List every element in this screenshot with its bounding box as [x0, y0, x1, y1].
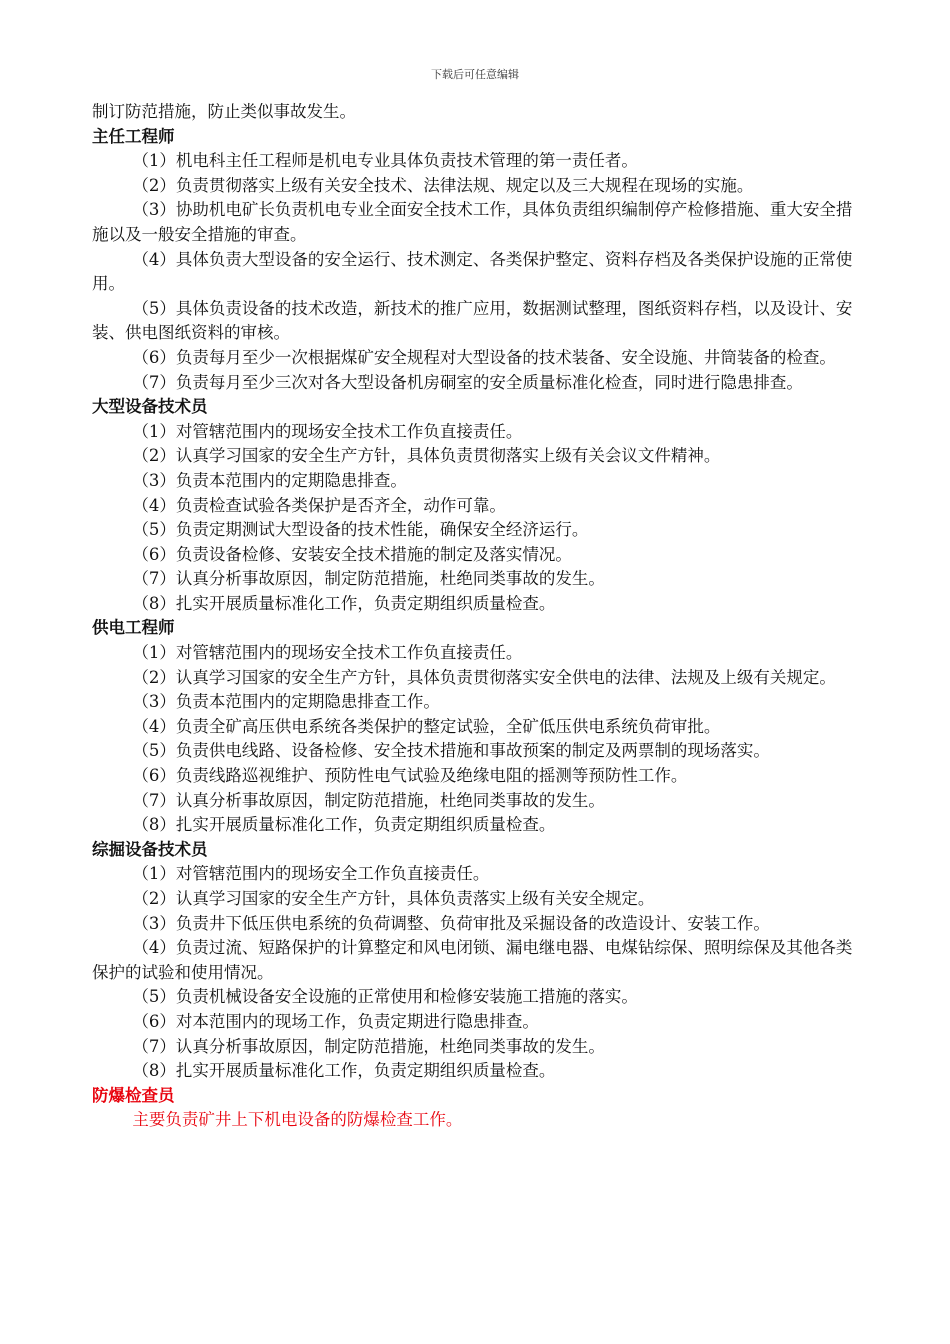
list-item: （3）负责井下低压供电系统的负荷调整、负荷审批及采掘设备的改造设计、安装工作。 — [132, 913, 770, 933]
list-item-highlight: 主要负责矿井上下机电设备的防爆检查工作。 — [132, 1110, 463, 1130]
section-heading: 大型设备技术员 — [92, 397, 208, 417]
list-item: （1）对管辖范围内的现场安全技术工作负直接责任。 — [132, 643, 523, 663]
document-body — [92, 100, 862, 1133]
list-item: （3）负责本范围内的定期隐患排查工作。 — [132, 692, 440, 712]
list-item: （5）具体负责设备的技术改造，新技术的推广应用，数据测试整理，图纸资料存档，以及设计、安装、供电图纸资料的审核。 — [92, 298, 853, 343]
list-item: （3）协助机电矿长负责机电专业全面安全技术工作，具体负责组织编制停产检修措施、重大安全措施以及一般安全措施的审查。 — [92, 200, 853, 244]
list-item: （2）认真学习国家的安全生产方针，具体负责落实上级有关安全规定。 — [132, 889, 655, 908]
section-heading-highlight: 防爆检查员 — [92, 1085, 175, 1105]
list-item: （4）负责过流、短路保护的计算整定和风电闭锁、漏电继电器、电煤钻综保、照明综保及其他各类保护的试验和使用情况。 — [92, 938, 853, 982]
list-item: （7）认真分析事故原因，制定防范措施，杜绝同类事故的发生。 — [132, 569, 605, 589]
intro-paragraph: 制订防范措施，防止类似事故发生。 — [92, 102, 356, 121]
list-item: （7）认真分析事故原因，制定防范措施，杜绝同类事故的发生。 — [132, 1036, 605, 1056]
list-item: （1）对管辖范围内的现场安全技术工作负直接责任。 — [132, 421, 523, 441]
section-heading: 供电工程师 — [92, 618, 175, 638]
list-item: （8）扎实开展质量标准化工作，负责定期组织质量检查。 — [132, 593, 556, 613]
list-item: （2）认真学习国家的安全生产方针，具体负责贯彻落实安全供电的法律、法规及上级有关规定。 — [132, 667, 836, 687]
list-item: （4）负责检查试验各类保护是否齐全，动作可靠。 — [132, 495, 506, 515]
section-heading: 综掘设备技术员 — [92, 839, 208, 859]
list-item: （7）负责每月至少三次对各大型设备机房硐室的安全质量标准化检查，同时进行隐患排查。 — [132, 372, 803, 392]
list-item: （6）对本范围内的现场工作，负责定期进行隐患排查。 — [132, 1011, 539, 1031]
list-item: （6）负责设备检修、安装安全技术措施的制定及落实情况。 — [132, 544, 572, 564]
list-item: （2）负责贯彻落实上级有关安全技术、法律法规、规定以及三大规程在现场的实施。 — [132, 175, 754, 195]
section-heading: 主任工程师 — [92, 126, 175, 146]
list-item: （4）负责全矿高压供电系统各类保护的整定试验，全矿低压供电系统负荷审批。 — [132, 716, 721, 736]
page-header: 下载后可任意编辑 — [431, 68, 519, 81]
list-item: （4）具体负责大型设备的安全运行、技术测定、各类保护整定、资料存档及各类保护设施的正常使用。 — [92, 249, 853, 294]
list-item: （1）对管辖范围内的现场安全工作负直接责任。 — [132, 864, 490, 884]
list-item: （8）扎实开展质量标准化工作，负责定期组织质量检查。 — [132, 815, 556, 835]
list-item: （8）扎实开展质量标准化工作，负责定期组织质量检查。 — [132, 1061, 556, 1081]
list-item: （1）机电科主任工程师是机电专业具体负责技术管理的第一责任者。 — [132, 151, 638, 171]
list-item: （5）负责供电线路、设备检修、安全技术措施和事故预案的制定及两票制的现场落实。 — [132, 741, 770, 761]
list-item: （3）负责本范围内的定期隐患排查。 — [132, 470, 407, 490]
list-item: （5）负责定期测试大型设备的技术性能，确保安全经济运行。 — [132, 520, 589, 540]
list-item: （6）负责线路巡视维护、预防性电气试验及绝缘电阻的摇测等预防性工作。 — [132, 766, 688, 786]
list-item: （7）认真分析事故原因，制定防范措施，杜绝同类事故的发生。 — [132, 790, 605, 810]
list-item: （6）负责每月至少一次根据煤矿安全规程对大型设备的技术装备、安全设施、井筒装备的检查。 — [132, 347, 836, 367]
list-item: （5）负责机械设备安全设施的正常使用和检修安装施工措施的落实。 — [132, 987, 638, 1007]
list-item: （2）认真学习国家的安全生产方针，具体负责贯彻落实上级有关会议文件精神。 — [132, 446, 721, 466]
